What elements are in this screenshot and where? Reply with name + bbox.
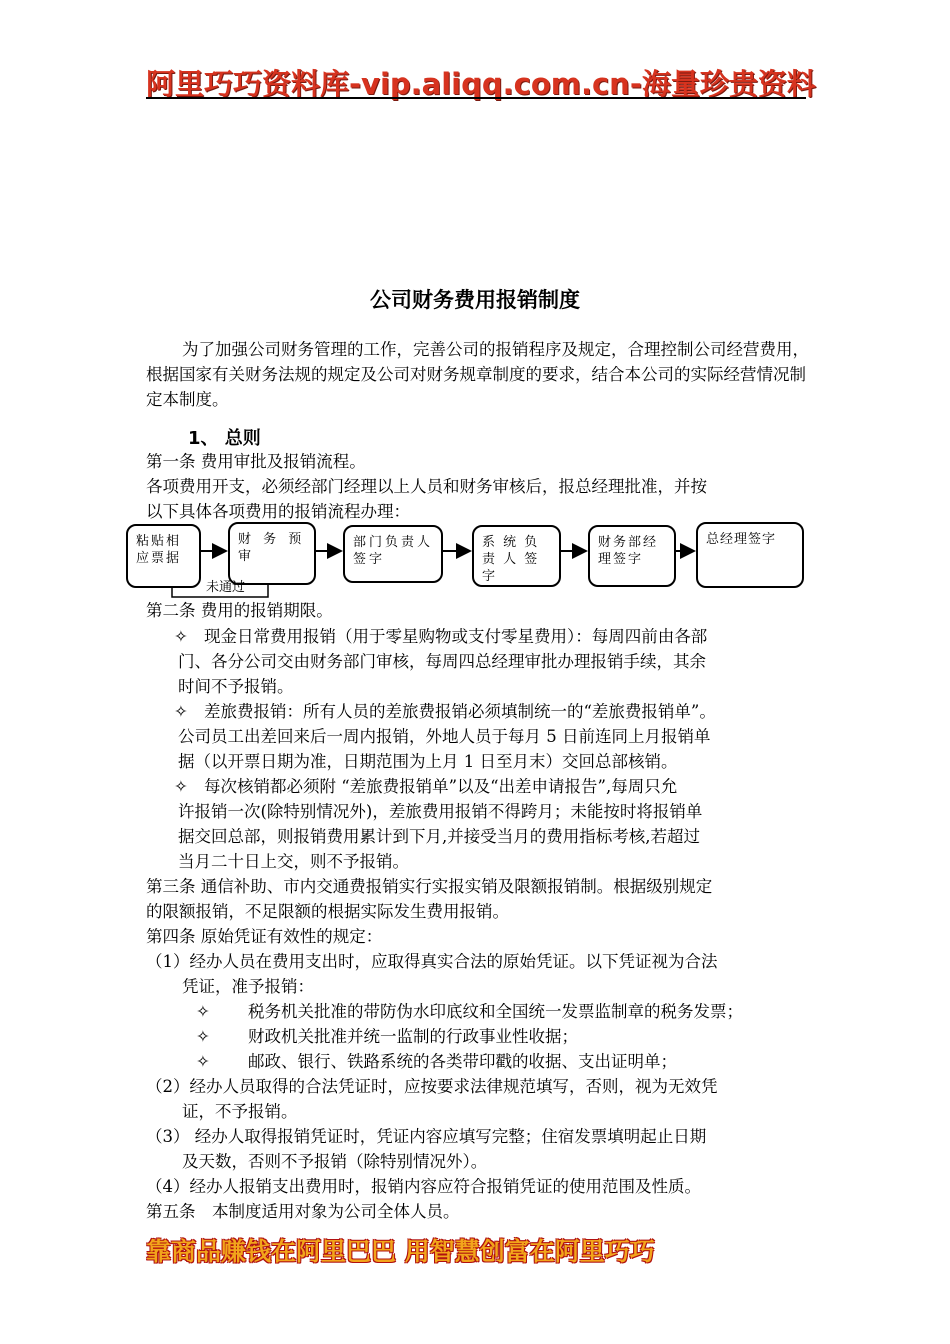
article-1-heading: 第一条 费用审批及报销流程。 [146,452,366,471]
article-4-point-1-line-1: （1）经办人员在费用支出时，应取得真实合法的原始凭证。以下凭证视为合法 [146,952,718,971]
article-2-item-2-line-1: ✧ 差旅费报销：所有人员的差旅费报销必须填制统一的“差旅费报销单”。 [174,699,716,724]
article-4-point-1-line-2: 凭证，准予报销： [182,977,314,996]
article-2-item-3-line-3: 据交回总部，则报销费用累计到下月,并接受当月的费用指标考核,若超过 [178,827,700,846]
bullet-icon: ✧ [196,1002,210,1021]
article-4-point-2-line-2: 证，不予报销。 [182,1102,298,1121]
intro-paragraph: 为了加强公司财务管理的工作，完善公司的报销程序及规定，合理控制公司经营费用，根据国家有关财务法规的规定及公司对财务规章制度的要求，结合本公司的实际经营情况制定本制度。 [146,340,809,409]
flow-step-attach-receipts: 粘贴相应票据 [126,524,201,588]
article-1-body-line-2: 以下具体各项费用的报销流程办理： [146,502,410,521]
article-4-sub-item-2: ✧ 财政机关批准并统一监制的行政事业性收据； [196,1024,578,1049]
article-4-point-4: （4）经办人报销支出费用时，报销内容应符合报销凭证的使用范围及性质。 [146,1177,701,1196]
header-rule [146,97,806,99]
article-2-item-3-line-2: 许报销一次(除特别情况外)，差旅费用报销不得跨月；未能按时将报销单 [178,802,703,821]
article-2-item-3-line-1: ✧ 每次核销都必须附 “差旅费报销单”以及“出差申请报告”,每周只允 [174,774,677,799]
article-2-item-2-line-3: 据（以开票日期为准，日期范围为上月 1 日至月末）交回总部核销。 [178,752,678,771]
flow-step-gm-sign: 总经理签字 [696,522,804,588]
article-4-heading: 第四条 原始凭证有效性的规定： [146,927,383,946]
article-1-body-line-1: 各项费用开支，必须经部门经理以上人员和财务审核后，报总经理批准，并按 [146,477,707,496]
section-heading-general: 1、 总则 [188,428,261,449]
bullet-icon: ✧ [174,627,188,646]
article-2-heading: 第二条 费用的报销期限。 [146,601,333,620]
footer-banner: 靠商品赚钱在阿里巴巴 用智慧创富在阿里巧巧 [146,1237,655,1266]
article-2-item-1-line-1: ✧ 现金日常费用报销（用于零星购物或支付零星费用）：每周四前由各部 [174,624,707,649]
article-5: 第五条 本制度适用对象为公司全体人员。 [146,1202,460,1221]
header-banner: 阿里巧巧资料库-vip.aliqq.com.cn-海量珍贵资料 [146,67,816,101]
flow-step-finance-manager-sign: 财务部经理签字 [588,525,676,587]
article-4-point-3-line-2: 及天数，否则不予报销（除特别情况外）。 [182,1152,488,1171]
article-3-line-1: 第三条 通信补助、市内交通费报销实行实报实销及限额报销制。根据级别规定 [146,877,713,896]
article-4-point-3-line-1: （3） 经办人取得报销凭证时，凭证内容应填写完整；住宿发票填明起止日期 [146,1127,707,1146]
bullet-icon: ✧ [174,777,188,796]
bullet-icon: ✧ [196,1052,210,1071]
bullet-icon: ✧ [196,1027,210,1046]
bullet-icon: ✧ [174,702,188,721]
article-2-item-1-line-2: 门、各分公司交由财务部门审核，每周四总经理审批办理报销手续，其余 [178,652,706,671]
article-2-item-2-line-2: 公司员工出差回来后一周内报销，外地人员于每月 5 日前连同上月报销单 [178,727,711,746]
flow-step-finance-precheck: 财 务 预 审 [228,522,316,585]
flow-step-system-head-sign: 系 统 负 责 人 签 字 [472,525,561,587]
flow-rejected-label: 未通过 [206,580,246,595]
article-2-item-1-line-3: 时间不予报销。 [178,677,294,696]
document-title: 公司财务费用报销制度 [370,288,580,312]
article-3-line-2: 的限额报销，不足限额的根据实际发生费用报销。 [146,902,509,921]
article-2-item-3-line-4: 当月二十日上交，则不予报销。 [178,852,409,871]
article-4-sub-item-1: ✧ 税务机关批准的带防伪水印底纹和全国统一发票监制章的税务发票； [196,999,743,1024]
flow-step-dept-head-sign: 部门负责人签字 [343,525,443,583]
article-4-point-2-line-1: （2）经办人员取得的合法凭证时，应按要求法律规范填写，否则，视为无效凭 [146,1077,718,1096]
article-4-sub-item-3: ✧ 邮政、银行、铁路系统的各类带印戳的收据、支出证明单； [196,1049,677,1074]
